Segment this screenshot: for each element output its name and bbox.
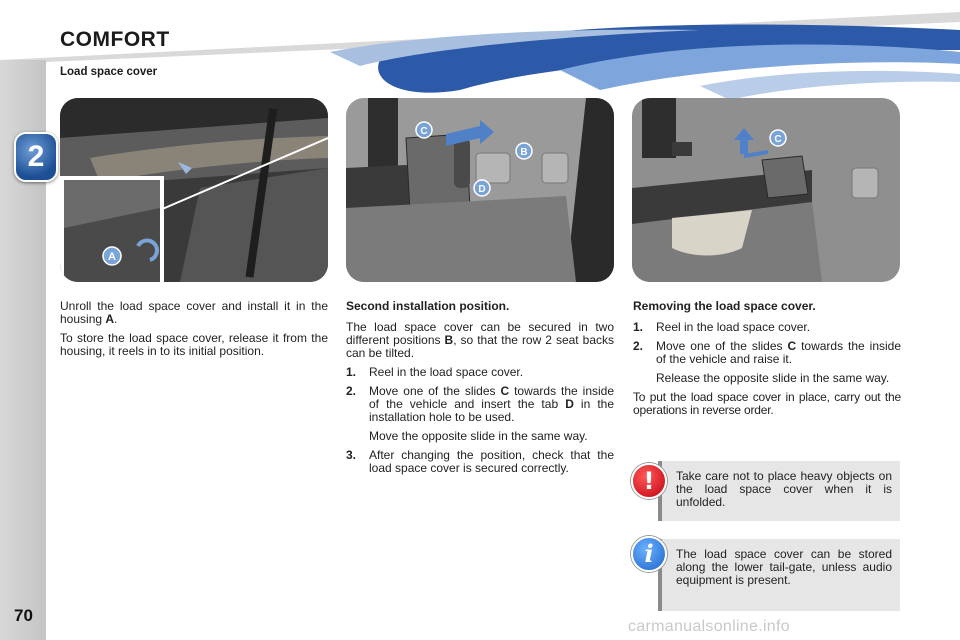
info-icon: i xyxy=(631,536,667,572)
photo-label-c: C xyxy=(420,126,428,137)
photo-label-c: C xyxy=(774,134,782,145)
step-item: 2. Move one of the slides C towards the inside of the vehicle and raise it. xyxy=(633,339,902,366)
photo-second-position xyxy=(346,98,614,282)
step-item: 1. Reel in the load space cover. xyxy=(633,320,811,334)
warning-note: Take care not to place heavy objects on the load space cover when it is unfolded. xyxy=(658,461,900,521)
paragraph-install: Unroll the load space cover and install it in the housing A. xyxy=(60,299,328,326)
heading-removing: Removing the load space cover. xyxy=(633,299,816,313)
photo-label-d: D xyxy=(478,184,486,195)
column-second-position xyxy=(346,300,614,481)
ref-housing-a: A xyxy=(105,312,115,326)
step-item: 1. Reel in the load space cover. xyxy=(346,365,524,379)
page-number: 70 xyxy=(14,606,33,625)
step-item: 2. Move one of the slides C towards the inside of the vehicle and insert the tab D in the installation hole to be used. xyxy=(346,384,615,424)
step-item: 3. After changing the position, check that the load space cover is secured correctly. xyxy=(346,448,614,475)
page-title: COMFORT xyxy=(60,28,170,51)
heading-second-position: Second installation position. xyxy=(346,299,510,313)
paragraph-reverse: To put the load space cover in place, carry out the operations in reverse order. xyxy=(633,390,901,417)
watermark: carmanualsonline.info xyxy=(628,618,790,635)
paragraph-store: To store the load space cover, release it from the housing, it reels in to its initial position. xyxy=(60,331,328,358)
photo-label-a: A xyxy=(108,251,116,263)
column-installation xyxy=(60,300,328,364)
ref-position-b: B xyxy=(444,333,454,347)
photo-removing-cover xyxy=(632,98,900,282)
section-title: Load space cover xyxy=(60,66,158,78)
warning-icon: ! xyxy=(631,463,667,499)
column-removing xyxy=(633,300,901,423)
chapter-badge: 2 xyxy=(14,132,58,182)
paragraph-intro: The load space cover can be secured in two different positions B, so that the row 2 seat backs can be tilted. xyxy=(346,320,615,360)
info-note: The load space cover can be stored along the lower tail-gate, unless audio equipment is present. xyxy=(658,539,900,611)
photo-label-b: B xyxy=(520,147,528,158)
step2-continuation: Move the opposite slide in the same way. xyxy=(369,429,588,443)
photo-cover-housing xyxy=(60,98,328,282)
step2-continuation: Release the opposite slide in the same way. xyxy=(656,371,890,385)
header-swoosh-decoration xyxy=(0,0,960,110)
